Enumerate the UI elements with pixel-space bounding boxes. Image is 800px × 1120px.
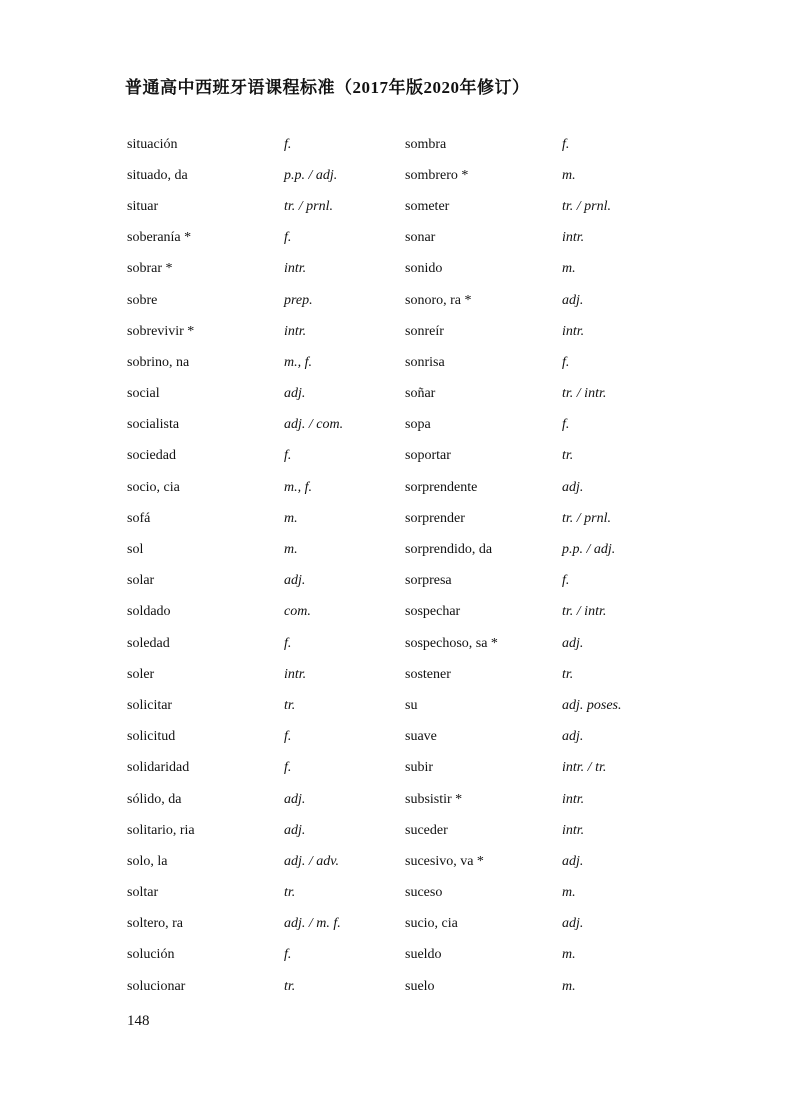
word-right: sopa (405, 417, 431, 433)
word-right: sostener (405, 666, 451, 682)
word-right: sombra (405, 136, 447, 152)
vocab-row (127, 472, 687, 503)
word-left: solicitud (127, 729, 176, 745)
word-left: soledad (127, 635, 170, 651)
grammar-right: f. (562, 417, 570, 433)
vocab-row (127, 846, 687, 877)
grammar-right: adj. (562, 479, 584, 495)
grammar-left: prep. (284, 292, 313, 308)
grammar-left: m., f. (284, 479, 312, 495)
vocab-row (127, 254, 687, 285)
grammar-right: m. (562, 885, 576, 901)
grammar-left: intr. (284, 261, 307, 277)
word-right: subir (405, 760, 433, 776)
grammar-left: adj. (284, 573, 306, 589)
word-left: situado, da (127, 167, 188, 183)
word-left: sociedad (127, 448, 176, 464)
grammar-left: adj. / m. f. (284, 916, 341, 932)
word-right: sorprender (405, 510, 465, 526)
word-left: soler (127, 666, 155, 682)
grammar-left: adj. / com. (284, 417, 344, 433)
grammar-left: tr. (284, 697, 296, 713)
grammar-right: f. (562, 573, 570, 589)
grammar-left: f. (284, 136, 292, 152)
grammar-right: tr. (562, 448, 574, 464)
grammar-right: f. (562, 354, 570, 370)
grammar-right: tr. / intr. (562, 386, 607, 402)
grammar-left: com. (284, 604, 311, 620)
word-left: sobrar * (127, 261, 173, 277)
grammar-left: intr. (284, 323, 307, 339)
page-number: 148 (127, 1013, 150, 1029)
grammar-left: adj. / adv. (284, 853, 339, 869)
word-left: solución (127, 947, 175, 963)
vocab-row (127, 753, 687, 784)
grammar-right: adj. (562, 635, 584, 651)
grammar-left: f. (284, 635, 292, 651)
grammar-right: tr. (562, 666, 574, 682)
word-right: sorpresa (405, 573, 452, 589)
grammar-left: f. (284, 760, 292, 776)
grammar-right: m. (562, 978, 576, 994)
word-left: socialista (127, 417, 180, 433)
word-right: sorprendido, da (405, 542, 493, 558)
word-right: sonido (405, 261, 443, 277)
word-right: sueldo (405, 947, 442, 963)
vocab-row (127, 191, 687, 222)
grammar-right: intr. (562, 230, 585, 246)
vocab-row (127, 940, 687, 971)
word-left: solo, la (127, 853, 168, 869)
word-left: solar (127, 573, 155, 589)
word-right: su (405, 697, 418, 713)
word-right: sospechar (405, 604, 461, 620)
grammar-right: intr. (562, 822, 585, 838)
vocab-row (127, 597, 687, 628)
vocab-row (127, 285, 687, 316)
vocab-row (127, 410, 687, 441)
word-right: suceder (405, 822, 448, 838)
word-left: solucionar (127, 978, 186, 994)
word-left: sobrevivir * (127, 323, 195, 339)
grammar-right: adj. (562, 729, 584, 745)
grammar-right: tr. / prnl. (562, 510, 612, 526)
word-left: soberanía * (127, 230, 192, 246)
grammar-left: tr. (284, 885, 296, 901)
grammar-left: adj. (284, 822, 306, 838)
vocabulary-list (127, 129, 687, 1002)
vocab-row (127, 534, 687, 565)
vocab-row (127, 659, 687, 690)
grammar-left: adj. (284, 791, 306, 807)
vocab-row (127, 223, 687, 254)
word-left: solitario, ria (127, 822, 195, 838)
word-left: socio, cia (127, 479, 180, 495)
vocab-row (127, 441, 687, 472)
vocab-row (127, 971, 687, 1002)
word-left: sol (127, 542, 144, 558)
vocab-row (127, 566, 687, 597)
word-left: solicitar (127, 697, 173, 713)
word-right: subsistir * (405, 791, 463, 807)
word-right: sonreír (405, 323, 444, 339)
grammar-right: adj. poses. (562, 697, 622, 713)
grammar-right: m. (562, 261, 576, 277)
grammar-right: intr. (562, 791, 585, 807)
vocab-row (127, 503, 687, 534)
vocab-row (127, 379, 687, 410)
word-left: sobre (127, 292, 158, 308)
word-left: soltar (127, 885, 159, 901)
vocab-row (127, 878, 687, 909)
grammar-right: adj. (562, 916, 584, 932)
word-left: sólido, da (127, 791, 182, 807)
word-left: situación (127, 136, 178, 152)
word-right: sospechoso, sa * (405, 635, 498, 651)
grammar-right: adj. (562, 853, 584, 869)
vocab-row (127, 909, 687, 940)
word-left: social (127, 386, 160, 402)
word-left: soltero, ra (127, 916, 183, 932)
grammar-right: m. (562, 947, 576, 963)
grammar-left: m., f. (284, 354, 312, 370)
grammar-right: p.p. / adj. (562, 542, 616, 558)
grammar-left: m. (284, 510, 298, 526)
word-right: soñar (405, 386, 436, 402)
grammar-right: tr. / prnl. (562, 198, 612, 214)
word-left: situar (127, 198, 159, 214)
word-right: sonoro, ra * (405, 292, 472, 308)
word-right: sorprendente (405, 479, 478, 495)
vocab-row (127, 628, 687, 659)
grammar-left: f. (284, 729, 292, 745)
word-left: solidaridad (127, 760, 190, 776)
grammar-left: adj. (284, 386, 306, 402)
word-left: soldado (127, 604, 171, 620)
word-left: sofá (127, 510, 151, 526)
vocab-row (127, 722, 687, 753)
grammar-left: f. (284, 448, 292, 464)
word-right: sucio, cia (405, 916, 458, 932)
grammar-left: p.p. / adj. (284, 167, 338, 183)
vocab-row (127, 129, 687, 160)
grammar-right: m. (562, 167, 576, 183)
word-right: suceso (405, 885, 443, 901)
grammar-left: tr. / prnl. (284, 198, 334, 214)
grammar-right: intr. / tr. (562, 760, 607, 776)
vocab-row (127, 784, 687, 815)
word-right: sombrero * (405, 167, 469, 183)
grammar-left: m. (284, 542, 298, 558)
grammar-right: f. (562, 136, 570, 152)
grammar-right: tr. / intr. (562, 604, 607, 620)
vocab-row (127, 690, 687, 721)
vocab-row (127, 347, 687, 378)
grammar-right: intr. (562, 323, 585, 339)
grammar-left: f. (284, 947, 292, 963)
word-right: suelo (405, 978, 435, 994)
word-right: soportar (405, 448, 451, 464)
word-right: sucesivo, va * (405, 853, 484, 869)
word-right: someter (405, 198, 450, 214)
vocab-row (127, 815, 687, 846)
vocab-row (127, 160, 687, 191)
grammar-left: intr. (284, 666, 307, 682)
grammar-left: tr. (284, 978, 296, 994)
grammar-right: adj. (562, 292, 584, 308)
grammar-left: f. (284, 230, 292, 246)
running-header: 普通高中西班牙语课程标准（2017年版2020年修订） (125, 78, 530, 97)
vocab-row (127, 316, 687, 347)
word-right: sonar (405, 230, 436, 246)
word-left: sobrino, na (127, 354, 190, 370)
word-right: sonrisa (405, 354, 445, 370)
word-right: suave (405, 729, 437, 745)
